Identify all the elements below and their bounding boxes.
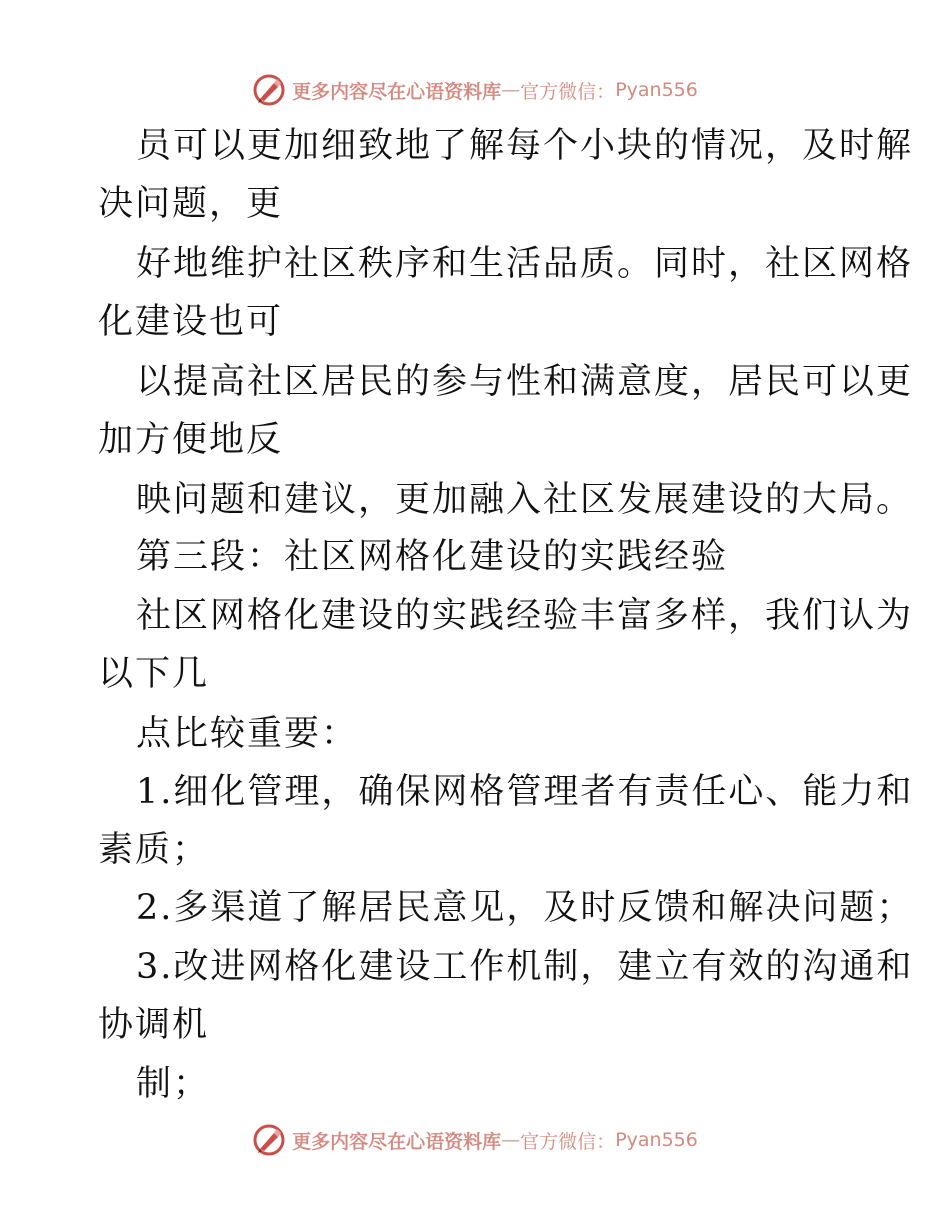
body-line: 加方便地反: [98, 420, 284, 460]
footer-dash: —: [501, 1129, 521, 1151]
list-item: 3.改进网格化建设工作机制，建立有效的沟通和: [136, 947, 914, 987]
body-line: 社区网格化建设的实践经验丰富多样，我们认为: [136, 596, 914, 636]
body-line: 以提高社区居民的参与性和满意度，居民可以更: [136, 362, 914, 402]
pen-logo-icon: [252, 1123, 286, 1157]
footer-wechat-id: Pyan556: [615, 1129, 698, 1151]
list-item: 1.细化管理，确保网格管理者有责任心、能力和: [136, 772, 914, 812]
body-line: 点比较重要：: [136, 714, 359, 754]
body-line: 素质；: [98, 830, 210, 870]
body-line: 以下几: [98, 654, 210, 694]
list-item: 2.多渠道了解居民意见，及时反馈和解决问题；: [136, 888, 914, 928]
header-banner: [0, 70, 950, 110]
body-line: 化建设也可: [98, 302, 284, 342]
header-dash: —: [501, 79, 521, 101]
header-wechat-label: 官方微信：: [520, 80, 616, 103]
body-line: 协调机: [98, 1005, 210, 1045]
header-wechat-id: Pyan556: [615, 79, 698, 101]
body-line: 好地维护社区秩序和生活品质。同时，社区网格: [136, 244, 914, 284]
footer-banner: [0, 1120, 950, 1160]
footer-banner-text: 更多内容尽在心语资料库: [292, 1130, 502, 1153]
footer-wechat-label: 官方微信：: [520, 1130, 616, 1153]
header-banner-text: 更多内容尽在心语资料库: [292, 80, 502, 103]
pen-logo-icon: [252, 73, 286, 107]
section-heading: 第三段：社区网格化建设的实践经验: [136, 537, 729, 577]
body-line: 映问题和建议，更加融入社区发展建设的大局。: [136, 480, 914, 520]
body-line: 制；: [136, 1064, 211, 1104]
body-line: 决问题，更: [98, 184, 284, 224]
body-line: 员可以更加细致地了解每个小块的情况，及时解: [136, 126, 914, 166]
